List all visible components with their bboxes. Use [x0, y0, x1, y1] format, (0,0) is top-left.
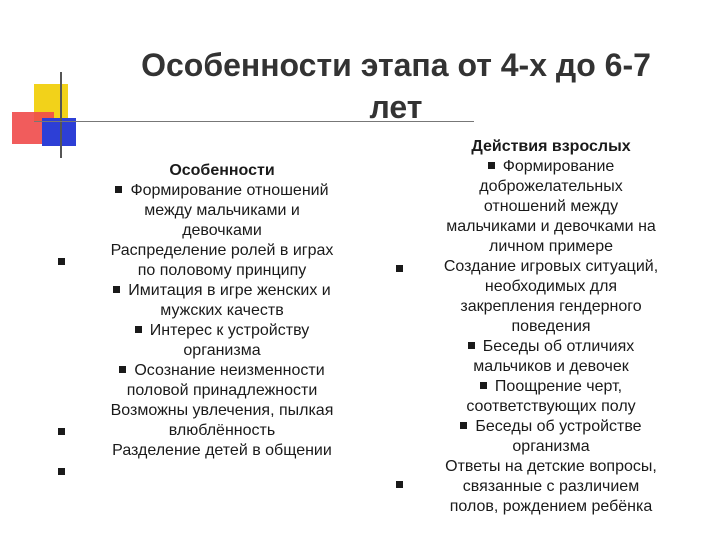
title-line-2: лет: [369, 89, 423, 125]
list-item-cont: между мальчиками и: [144, 202, 300, 219]
list-item: Создание игровых ситуаций,: [443, 258, 659, 275]
list-item-cont: поведения: [511, 318, 591, 335]
list-item-cont: влюблённость: [168, 422, 276, 439]
features-column: [62, 161, 382, 461]
list-item-cont: девочками: [182, 222, 262, 239]
list-item: Поощрение черт,: [396, 377, 706, 397]
list-item-cont: отношений между: [483, 198, 619, 215]
decor-vertical-line: [60, 72, 62, 158]
list-item: Формирование отношений: [62, 181, 382, 201]
bullet-icon: [396, 481, 403, 488]
list-item-cont: полов, рождением ребёнка: [449, 498, 653, 515]
list-item: Беседы об устройстве: [396, 417, 706, 437]
title-line-1: Особенности этапа от 4-х до 6-7: [141, 47, 651, 83]
list-item-cont: личном примере: [489, 238, 613, 255]
list-item-cont: соответствующих полу: [466, 398, 636, 415]
bullet-icon: [58, 468, 65, 475]
bullet-icon: [488, 162, 495, 169]
slide-title: [86, 44, 706, 128]
list-item: Беседы об отличиях: [396, 337, 706, 357]
list-item-cont: доброжелательных: [479, 178, 623, 195]
list-item: Интерес к устройству: [62, 321, 382, 341]
bullet-icon: [58, 428, 65, 435]
list-item: Имитация в игре женских и: [62, 281, 382, 301]
bullet-icon: [119, 366, 126, 373]
features-heading: Особенности: [169, 162, 275, 179]
bullet-icon: [115, 186, 122, 193]
bullet-icon: [460, 422, 467, 429]
list-item-cont: организма: [512, 438, 590, 455]
list-item-cont: организма: [183, 342, 261, 359]
list-item-cont: половой принадлежности: [126, 382, 318, 399]
bullet-icon: [468, 342, 475, 349]
list-item: Осознание неизменности: [62, 361, 382, 381]
adult-actions-column: [396, 137, 706, 517]
bullet-icon: [135, 326, 142, 333]
list-item-cont: мальчиков и девочек: [473, 358, 629, 375]
list-item-cont: закрепления гендерного: [460, 298, 642, 315]
list-item: Формирование: [396, 157, 706, 177]
list-item: Ответы на детские вопросы,: [445, 458, 657, 475]
list-item: Распределение ролей в играх: [110, 242, 334, 259]
list-item-cont: мальчиками и девочками на: [446, 218, 656, 235]
list-item-cont: мужских качеств: [160, 302, 284, 319]
list-item-cont: необходимых для: [484, 278, 618, 295]
decor-blue-square: [42, 118, 76, 146]
list-item: Разделение детей в общении: [112, 442, 332, 459]
list-item: Возможны увлечения, пылкая: [110, 402, 334, 419]
bullet-icon: [58, 258, 65, 265]
adult-actions-heading: Действия взрослых: [471, 138, 631, 155]
bullet-icon: [113, 286, 120, 293]
list-item-cont: по половому принципу: [137, 262, 307, 279]
bullet-icon: [396, 265, 403, 272]
list-item-cont: связанные с различием: [462, 478, 640, 495]
bullet-icon: [480, 382, 487, 389]
